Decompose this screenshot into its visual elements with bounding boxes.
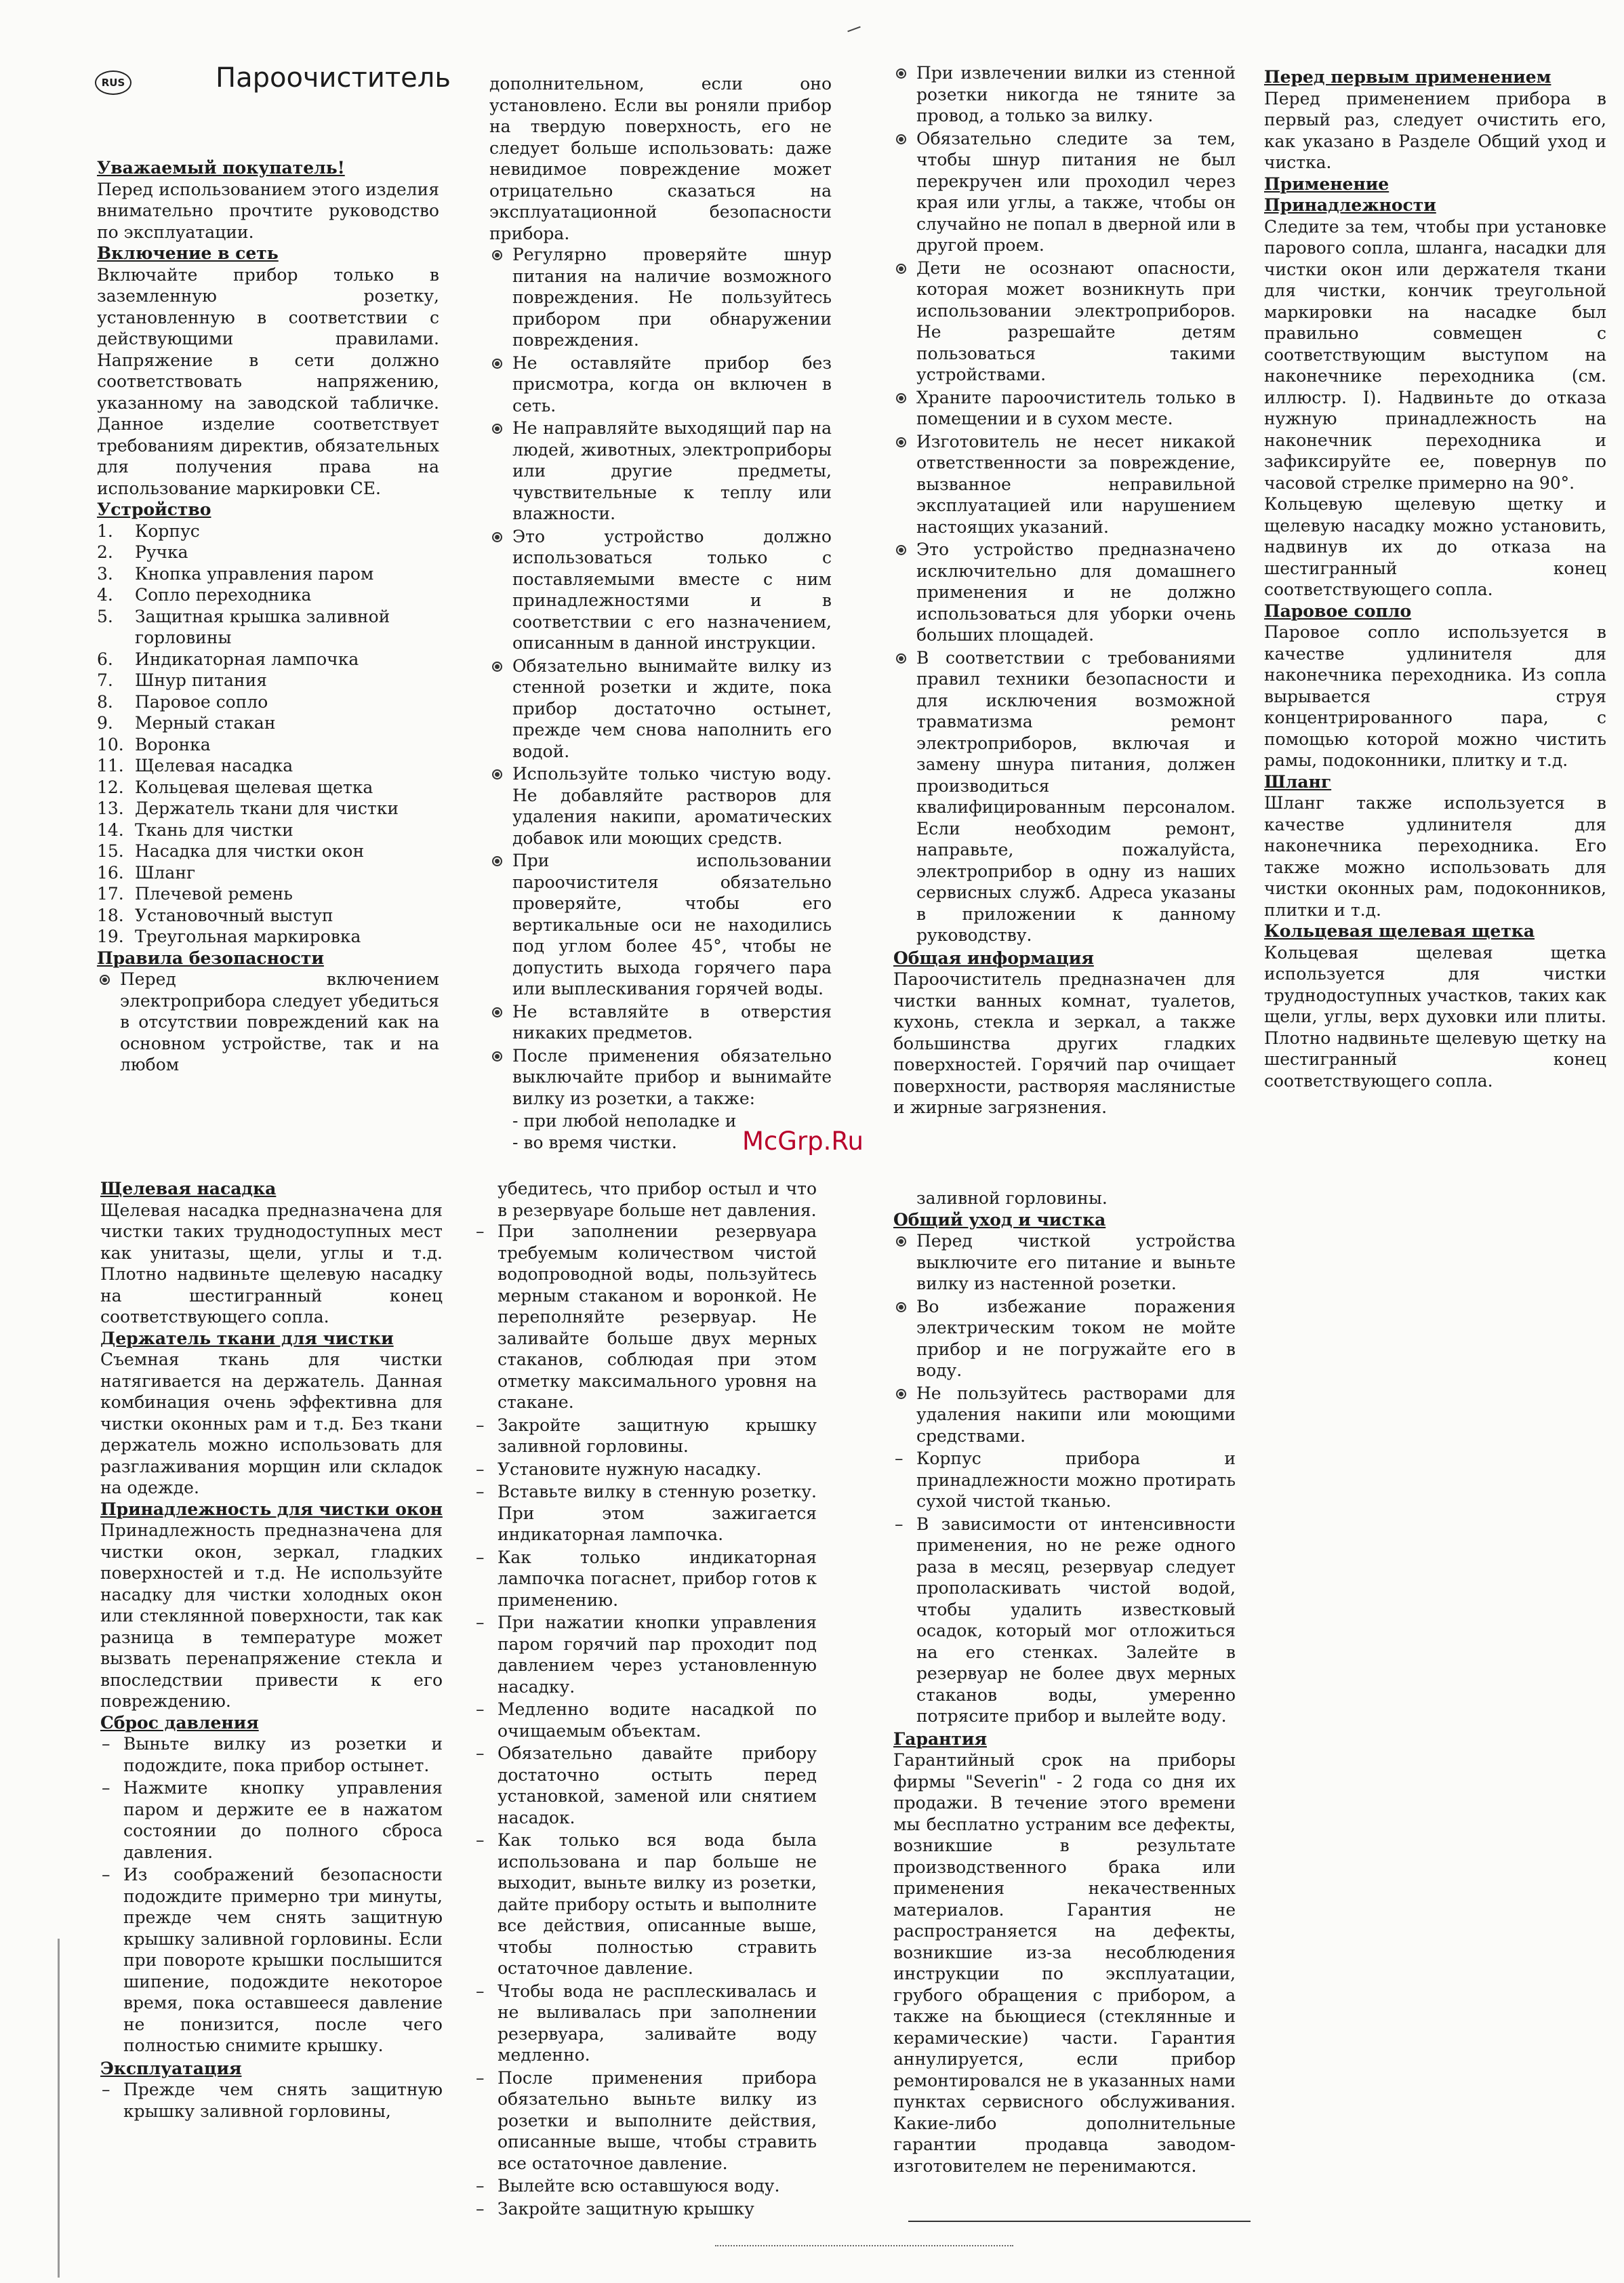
list-item: Дети не осознают опасности, которая может возникнуть при использовании электроприборов. Не разрешайте детям пользоваться такими устройствами. — [893, 258, 1236, 386]
heading-accessories: Принадлежности — [1264, 195, 1436, 215]
list-item: – Медленно водите насадкой по очищаемым объектам. — [474, 1699, 817, 1741]
list-item: Это устройство должно использоваться только с поставляемыми вместе с ним принадлежностями и в соответствии с его назначением, описанным в данной инструкции. — [489, 526, 832, 654]
list-item: 16. Шланг — [97, 862, 196, 883]
list-item: – Нажмите кнопку управления паром и держите ее в нажатом состоянии до полного сброса давления. — [100, 1777, 443, 1863]
heading-steam-nozzle: Паровое сопло — [1264, 601, 1412, 621]
list-item: – Закройте защитную крышку заливной горловины. — [474, 1415, 817, 1457]
list-item: – Как только индикаторная лампочка погаснет, прибор готов к применению. — [474, 1547, 817, 1611]
safety-list-continued — [489, 244, 832, 1109]
heading-operation: Эксплуатация — [100, 2058, 242, 2078]
list-item: – Выньте вилку из розетки и подождите, пока прибор остынет. — [100, 1733, 443, 1776]
list-item: – Обязательно давайте прибору достаточно остыть перед установкой, заменой или снятием насадок. — [474, 1743, 817, 1828]
list-item: 12. Кольцевая щелевая щетка — [97, 777, 373, 797]
heading-cloth-holder: Держатель ткани для чистки — [100, 1328, 394, 1348]
list-item: При извлечении вилки из стенной розетки никогда не тяните за провод, а только за вилку. — [893, 62, 1236, 127]
column-top-1 — [97, 157, 439, 1077]
paragraph-accessories: Следите за тем, чтобы при установке парового сопла, шланга, насадки для чистки окон или держателя ткани для чистки, кончик треугольной маркировки на насадке был правильно совмещен с соответствующим выступом на наконечнике переходника (см. иллюстр. I). Надвиньте до отказа нужную принадлежность на наконечник переходника и зафиксируйте ее, повернув по часовой стрелке примерно на 90°. — [1264, 216, 1606, 493]
scan-artifact — [715, 2245, 1013, 2246]
list-item: – Чтобы вода не расплескивалась и не выливалась при заполнении резервуара, заливайте воду медленно. — [474, 1981, 817, 2066]
heading-device: Устройство — [97, 500, 211, 519]
list-item: Не оставляйте прибор без присмотра, когда он включен в сеть. — [489, 352, 832, 417]
scan-edge — [58, 1939, 60, 2278]
list-item: Перед включением электроприбора следует убедиться в отсутствии повреждений как на основном устройстве, так и на любом — [97, 969, 439, 1076]
paragraph-hose: Шланг также используется в качестве удлинителя для наконечника переходника. Его также можно использовать для чистки оконных рам, подоконников, плитки и т.д. — [1264, 793, 1606, 920]
paragraph-continued: заливной горловины. — [916, 1188, 1108, 1208]
sub-item: - во время чистки. — [512, 1132, 677, 1152]
heading-usage: Применение — [1264, 174, 1389, 194]
paragraph-general-info: Пароочиститель предназначен для чистки ванных комнат, туалетов, кухонь, стекла и зеркал, а также большинства других гладких поверхностей. Горячий пар очищает поверхности, растворяя маслянистые и жирные загрязнения. — [893, 969, 1236, 1117]
paragraph-slot-nozzle: Щелевая насадка предназначена для чистки таких труднодоступных мест как унитазы, щели, углы и т.д. Плотно надвиньте щелевую насадку на шестигранный конец соответствующего сопла. — [100, 1200, 443, 1327]
list-item: – Закройте защитную крышку — [474, 2198, 817, 2220]
care-list-2 — [893, 1448, 1236, 1727]
paragraph-cloth-holder: Съемная ткань для чистки натягивается на держатель. Данная комбинация очень эффективна для чистки оконных рам и т.д. Без ткани держатель можно использовать для разглаживания морщин или складок на одежде. — [100, 1350, 443, 1497]
list-item: 13. Держатель ткани для чистки — [97, 799, 399, 818]
operation-list-continued — [474, 1221, 817, 2219]
column-bottom-1 — [100, 1178, 443, 2123]
list-item: 4. Сопло переходника — [97, 585, 312, 605]
list-item: Обязательно следите за тем, чтобы шнур питания не был перекручен или проходил через края или углы, а также, чтобы он случайно не попал в дверной или в другой проем. — [893, 128, 1236, 256]
list-item: 17. Плечевой ремень — [97, 884, 293, 904]
safety-list-continued-2 — [893, 62, 1236, 946]
list-item: – Установите нужную насадку. — [474, 1459, 817, 1480]
list-item: 2. Ручка — [97, 542, 188, 562]
column-top-4 — [1264, 66, 1606, 1091]
list-item: Перед чисткой устройства выключите его питание и выньте вилку из настенной розетки. — [893, 1230, 1236, 1295]
heading-care-cleaning: Общий уход и чистка — [893, 1209, 1106, 1230]
paragraph-window-accessory: Принадлежность предназначена для чистки окон, зеркал, гладких поверхностей и т.д. Не используйте насадку для чистки холодных окон или стеклянной поверхности, так как разница в температуре может вызвать перенапряжение стекла и впоследствии привести к его повреждению. — [100, 1520, 443, 1711]
list-item: – В зависимости от интенсивности применения, но не реже одного раза в месяц, резервуар следует прополаскивать чистой водой, чтобы удалить известковый осадок, который мог отложиться на его стенках. Залейте в резервуар не более двух мерных стаканов воды, умеренно потрясите прибор и вылейте воду. — [893, 1514, 1236, 1727]
paragraph-intro: Перед использованием этого изделия внимательно прочтите руководство по эксплуатации. — [97, 179, 439, 242]
care-list — [893, 1230, 1236, 1447]
pressure-release-list — [100, 1733, 443, 2057]
list-item: Изготовитель не несет никакой ответственности за повреждение, вызванное неправильной эксплуатацией или нарушением настоящих указаний. — [893, 431, 1236, 538]
list-item: После применения обязательно выключайте прибор и вынимайте вилку из розетки, а также: — [489, 1045, 832, 1110]
column-top-3 — [893, 62, 1236, 1118]
list-item: 10. Воронка — [97, 734, 211, 754]
list-item: 9. Мерный стакан — [97, 713, 276, 733]
list-item: При использовании пароочистителя обязательно проверяйте, чтобы его вертикальные оси не находились под углом более 45°, чтобы не допустить выхода горячего пара или выплескивания горячей воды. — [489, 850, 832, 1000]
list-item: – Из соображений безопасности подождите примерно три минуты, прежде чем снять защитную крышку заливной горловины. Если при повороте крышки послышится шипение, подождите некоторое время, пока оставшееся давление не понизится, после чего полностью снимите крышку. — [100, 1864, 443, 2057]
list-item: 14. Ткань для чистки — [97, 820, 293, 840]
list-item: 6. Индикаторная лампочка — [97, 649, 359, 669]
list-item: Не направляйте выходящий пар на людей, животных, электроприборы или другие предметы, чувствительные к теплу или влажности. — [489, 418, 832, 525]
page-title: Пароочиститель — [216, 62, 451, 94]
heading-round-brush: Кольцевая щелевая щетка — [1264, 921, 1535, 941]
safety-list — [97, 969, 439, 1076]
paragraph-power-connection: Включайте прибор только в заземленную розетку, установленную в соответствии с действующими правилами. Напряжение в сети должно соответствовать напряжению, указанному на заводской табличке. Данное изделие соответствует требованиям директив, обязательных для получения права на использование маркировки CE. — [97, 264, 439, 498]
list-item: – Вылейте всю оставшуюся воду. — [474, 2175, 817, 2197]
list-item: Обязательно вынимайте вилку из стенной розетки и ждите, пока прибор достаточно остынет, прежде чем снова наполнить его водой. — [489, 655, 832, 763]
list-item: – Прежде чем снять защитную крышку заливной горловины, — [100, 2079, 443, 2122]
list-item: – После применения прибора обязательно выньте вилку из розетки и выполните действия, описанные выше, чтобы стравить все остаточное давление. — [474, 2067, 817, 2175]
paragraph-continued: дополнительном, если оно установлено. Если вы роняли прибор на твердую поверхность, его не следует больше использовать: даже невидимое повреждение может отрицательно сказаться на эксплуатационной безопасности прибора. — [489, 74, 832, 243]
heading-power-connection: Включение в сеть — [97, 243, 279, 263]
sub-item: - при любой неполадке и — [512, 1111, 737, 1131]
column-bottom-3 — [893, 1188, 1236, 2177]
list-item: – При нажатии кнопки управления паром горячий пар проходит под давлением через установленную насадку. — [474, 1612, 817, 1697]
paragraph-round-brush: Кольцевая щелевая щетка используется для чистки труднодоступных участков, таких как щели, углы, верх духовки или плиты. Плотно надвиньте щелевую щетку на шестигранный конец соответствующего сопла. — [1264, 942, 1606, 1091]
divider — [908, 2221, 1251, 2222]
list-item: – Вставьте вилку в стенную розетку. При этом зажигается индикаторная лампочка. — [474, 1481, 817, 1545]
list-item: 3. Кнопка управления паром — [97, 563, 374, 584]
list-item: 8. Паровое сопло — [97, 691, 268, 712]
list-item: Храните пароочиститель только в помещении и в сухом месте. — [893, 387, 1236, 430]
list-item: 11. Щелевая насадка — [97, 756, 293, 775]
column-top-2 — [489, 73, 832, 1153]
list-item: Используйте только чистую воду. Не добавляйте растворов для удаления накипи, ароматических добавок или моющих средств. — [489, 763, 832, 849]
watermark: McGrp.Ru — [742, 1127, 864, 1156]
heading-first-use: Перед первым применением — [1264, 67, 1551, 87]
paragraph-warranty: Гарантийный срок на приборы фирмы "Severin" - 2 года со дня их продажи. В течение этого времени мы бесплатно устраним все дефекты, возникшие в результате производственного брака или применения некачественных материалов. Гарантия не распространяется на дефекты, возникшие из-за несоблюдения инструкции по эксплуатации, грубого обращения с прибором, а также на бьющиеся (стеклянные и керамические) части. Гарантия аннулируется, если прибор ремонтировался не в указанных нами пунктах сервисного обслуживания. Какие-либо дополнительные гарантии продавца заводом-изготовителем не перенимаются. — [893, 1750, 1236, 2176]
list-item: – При заполнении резервуара требуемым количеством чистой водопроводной воды, пользуйтесь мерным стаканом и воронкой. Не переполняйте резервуар. Не заливайте больше двух мерных стаканов, соблюдая при этом отметку максимального уровня на стакане. — [474, 1221, 817, 1413]
heading-general-info: Общая информация — [893, 948, 1094, 968]
paragraph-accessories-2: Кольцевую щелевую щетку и щелевую насадку можно установить, надвинув их до отказа на шестигранный конец соответствующего сопла. — [1264, 494, 1606, 599]
list-item: Регулярно проверяйте шнур питания на наличие возможного повреждения. Не пользуйтесь прибором при обнаружении повреждения. — [489, 244, 832, 351]
heading-pressure-release: Сброс давления — [100, 1712, 259, 1733]
paragraph-first-use: Перед применением прибора в первый раз, следует очистить его, как указано в Разделе Общий уход и чистка. — [1264, 88, 1606, 172]
list-item: – Корпус прибора и принадлежности можно протирать сухой чистой тканью. — [893, 1448, 1236, 1512]
column-bottom-2 — [474, 1178, 817, 2221]
paragraph-continued: убедитесь, что прибор остыл и что в резервуаре больше нет давления. — [498, 1179, 817, 1220]
list-item: 1. Корпус — [97, 521, 200, 541]
list-item: В соответствии с требованиями правил техники безопасности и для исключения возможной травматизма ремонт электроприборов, включая и замену шнура питания, должен производиться квалифицированным персоналом. Если необходим ремонт, направьте, пожалуйста, электроприбор в одну из наших сервисных служб. Адреса указаны в приложении к данному руководству. — [893, 647, 1236, 946]
heading-slot-nozzle: Щелевая насадка — [100, 1179, 277, 1198]
list-item: 18. Установочный выступ — [97, 905, 333, 925]
list-item: – Как только вся вода была использована и пар больше не выходит, выньте вилку из розетки, дайте прибору остыть и выполните все действия, описанные выше, чтобы полностью стравить остаточное давление. — [474, 1830, 817, 1979]
heading-hose: Шланг — [1264, 771, 1332, 792]
operation-list — [100, 2079, 443, 2122]
language-badge: RUS — [95, 70, 131, 95]
parts-list — [97, 521, 439, 948]
list-item: Не пользуйтесь растворами для удаления накипи или моющими средствами. — [893, 1383, 1236, 1447]
list-item: 19. Треугольная маркировка — [97, 927, 361, 946]
list-item: Это устройство предназначено исключительно для домашнего применения и не должно использоваться для уборки очень больших площадей. — [893, 539, 1236, 646]
scan-mark — [847, 26, 860, 33]
list-item: 7. Шнур питания — [97, 670, 268, 690]
list-item: 15. Насадка для чистки окон — [97, 841, 365, 861]
heading-dear-customer: Уважаемый покупатель! — [97, 158, 345, 178]
heading-window-accessory: Принадлежность для чистки окон — [100, 1499, 443, 1519]
list-item: 5. Защитная крышка заливной горловины — [97, 606, 390, 647]
list-item: Не вставляйте в отверстия никаких предметов. — [489, 1001, 832, 1044]
heading-warranty: Гарантия — [893, 1729, 987, 1749]
paragraph-steam-nozzle: Паровое сопло используется в качестве удлинителя для наконечника переходника. Из сопла вырывается струя концентрированного пара, с помощью которой можно чистить рамы, подоконники, плитку и т.д. — [1264, 622, 1606, 770]
heading-safety: Правила безопасности — [97, 948, 324, 968]
list-item: Во избежание поражения электрическим током не мойте прибор и не погружайте его в воду. — [893, 1296, 1236, 1381]
